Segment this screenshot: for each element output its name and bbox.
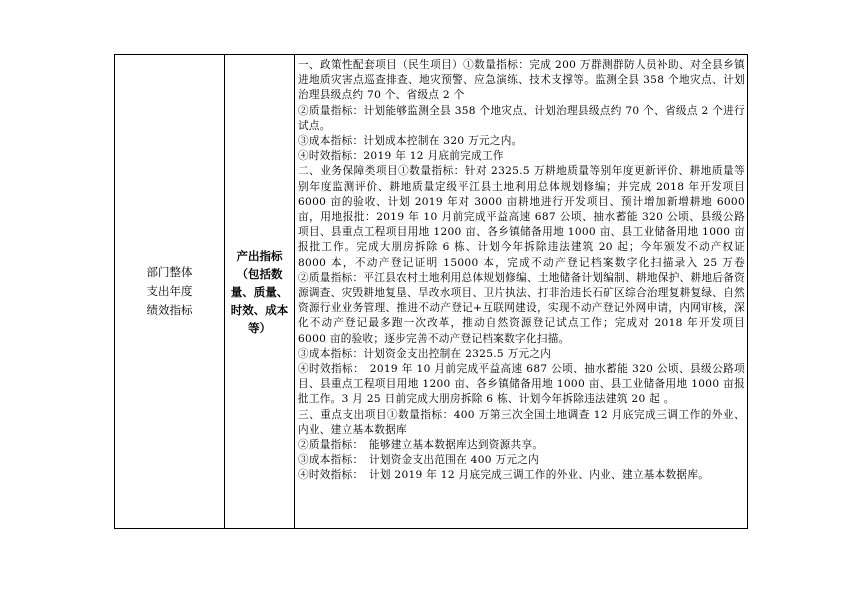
content-paragraph: ②质量指标： 能够建立基本数据库达到资源共享。 [298, 439, 544, 452]
category-label [147, 263, 193, 320]
content-paragraph: ②质量指标：计划能够监测全县 358 个地灾点、计划治理县级点约 70 个、省级点 2 个进行试点。 [298, 104, 745, 132]
content-paragraph: ④时效指标： 2019 年 10 月前完成平益高速 687 公顷、抽水蓄能 320 公顷、县级公路项目、县重点工程项目用地 1200 亩、各乡镇储备用地 1000 亩、县工业储备用地 1000 亩报批工作。3 月 25 日前完成大朋房拆除 6 栋、计划今年拆除违法建筑 20 起 。 [298, 363, 745, 406]
category-cell [115, 55, 225, 528]
indicator-line: 产出指标 [236, 248, 283, 263]
indicator-line: 等） [248, 320, 271, 335]
content-paragraph: ③成本指标：计划资金支出控制在 2325.5 万元之内 [298, 347, 552, 360]
indicator-label [229, 247, 291, 337]
content-paragraph: ④时效指标： 计划 2019 年 12 月底完成三调工作的外业、内业、建立基本数据库。 [298, 469, 710, 482]
category-line: 绩效指标 [146, 303, 193, 317]
content-paragraph: ④时效指标：2019 年 12 月底前完成工作 [298, 150, 504, 163]
content-paragraph: 一、政策性配套项目（民生项目）①数量指标：完成 200 万群测群防人员补助、对全县乡镇进地质灾害点巡查排查、地灾预警、应急演练、技术支撑等。监测全县 358 个地灾点、计划治理县级点约 70 个、省级点 2 个 [298, 59, 745, 102]
content-paragraph: ③成本指标： 计划资金支出范围在 400 万元之内 [298, 454, 540, 467]
content-paragraph: ③成本指标：计划成本控制在 320 万元之内。 [298, 135, 523, 148]
category-line: 部门整体 [146, 265, 193, 279]
performance-table [114, 54, 811, 529]
category-line: 支出年度 [146, 284, 193, 298]
content-cell [295, 55, 811, 528]
indicator-line: 量、质量、 [230, 284, 289, 299]
content-paragraph: 二、业务保障类项目①数量指标：针对 2325.5 万耕地质量等别年度更新评价、耕地质量等别年度监测评价、耕地质量定级平江县土地利用总体规划修编；并完成 2018 年开发项目 6000 亩的验收、计划 2019 年对 3000 亩耕地进行开发项目、预计增加新增耕地 6000 亩，用地报批：2019 年 10 月前完成平益高速 687 公顷、抽水蓄能 320 公顷、县级公路项目、县重点工程项目用地 1200 亩、各乡镇储备用地 1000 亩、县工业储备用地 1000 亩报批工作。完成大朋房拆除 6 栋、计划今年拆除违法建筑 20 起；今年颁发不动产权证 8000 本，不动产登记证明 15000 本，完成不动产登记档案数字化扫描录入 25 万卷 ②质量指标：平江县农村土地利用总体规划修编、土地储备计划编制、耕地保护、耕地后备资源调查、灾毁耕地复垦、旱改水项目、卫片执法、打非治违长石矿区综合治理复耕复绿、自然资源行业业务管理、推进不动产登记+互联网建设，实现不动产登记外网申请，内网审核，深化不动产登记最多跑一次改革，推动自然资源登记试点工作；完成对 2018 年开发项目 6000 亩的验收；逐步完善不动产登记档案数字化扫描。 [298, 165, 811, 345]
content-paragraph: 三、重点支出项目①数量指标：400 万第三次全国土地调查 12 月底完成三调工作的外业、内业、建立基本数据库 [298, 408, 745, 436]
indicator-line: （包括数 [236, 266, 283, 281]
indicator-line: 时效、成本 [230, 302, 289, 317]
indicator-cell [225, 55, 295, 528]
